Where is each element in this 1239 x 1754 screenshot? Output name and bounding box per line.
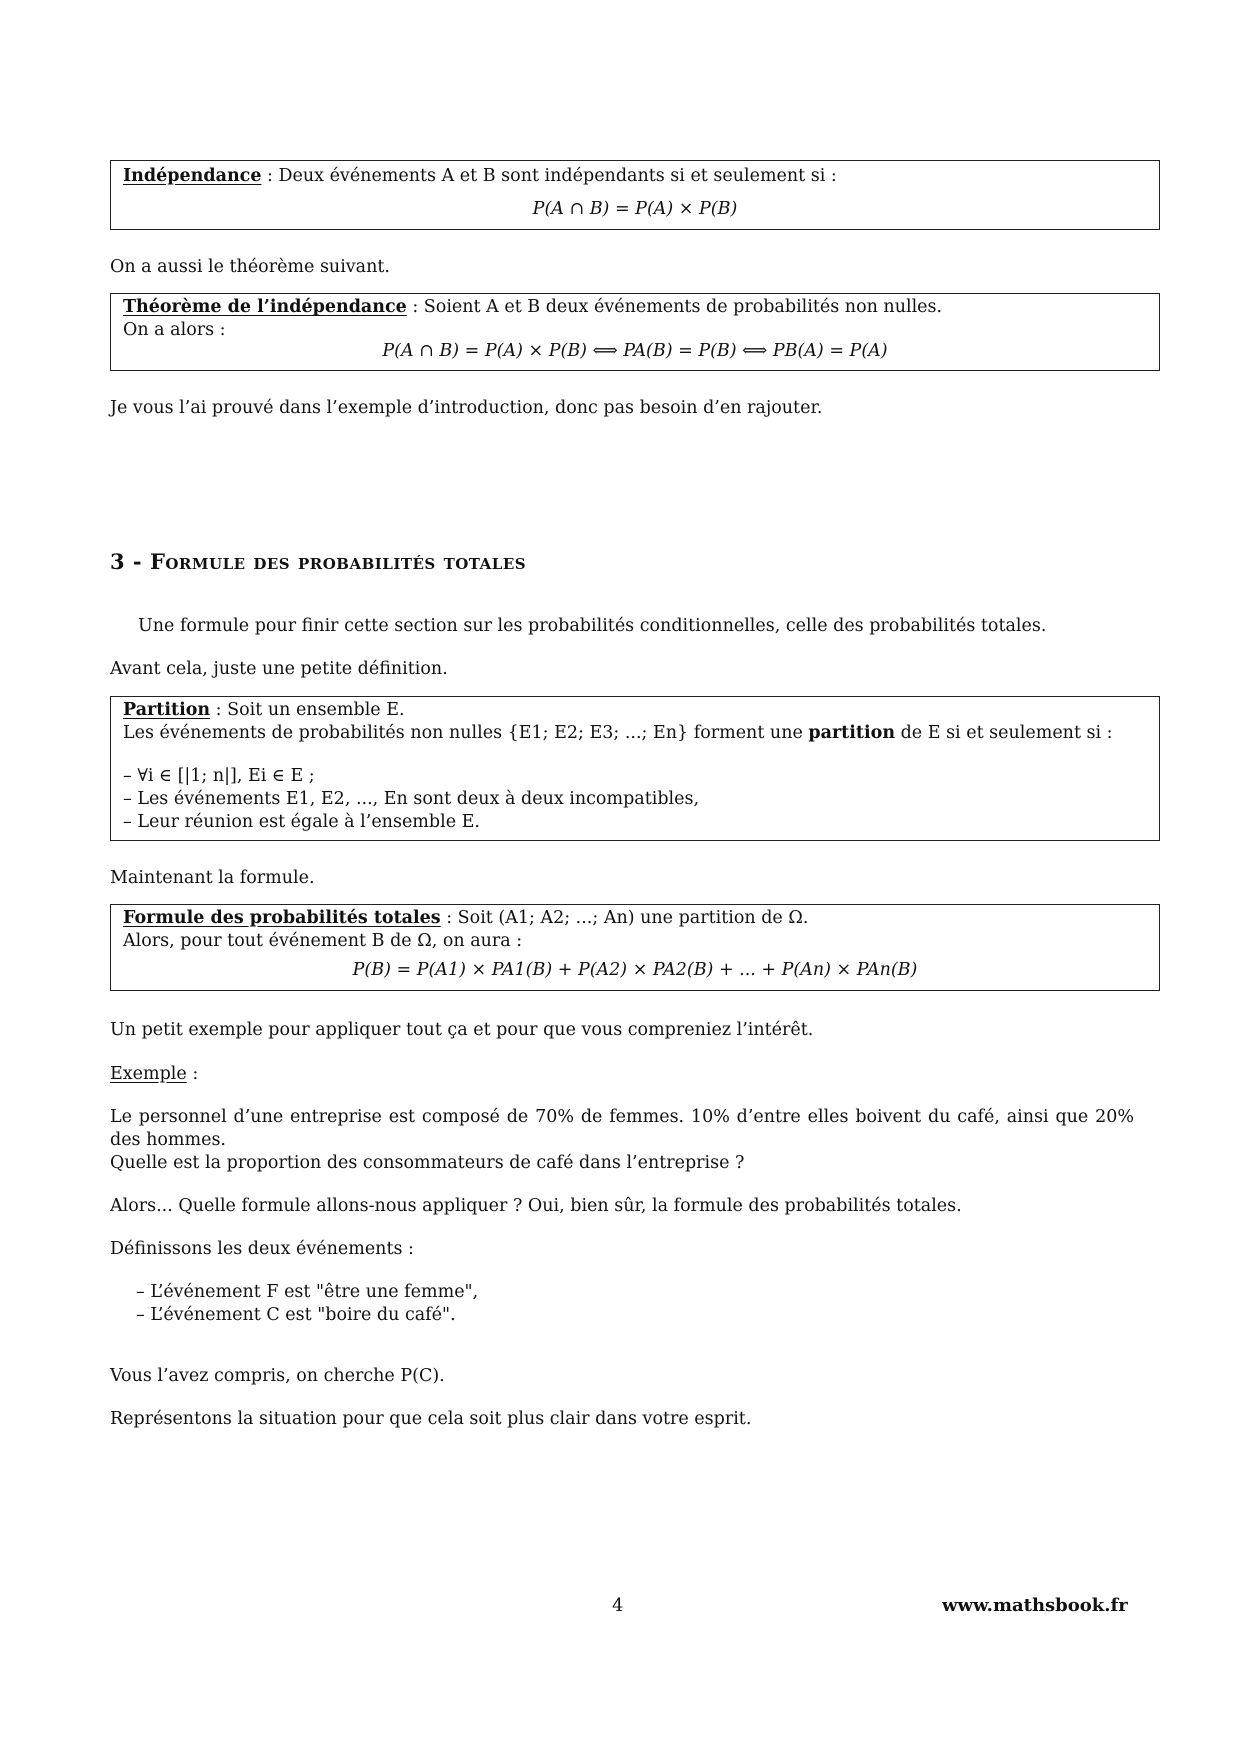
- personnel-text: Le personnel d’une entreprise est composé de 70% de femmes. 10% d’entre elles boivent du café, ainsi que 20% des hommes.: [110, 1106, 1134, 1150]
- independance-formula: P(A ∩ B) = P(A) × P(B): [532, 199, 738, 220]
- formule-formula: P(B) = P(A1) × PA1(B) + P(A2) × PA2(B) + ... + P(An) × PAn(B): [352, 960, 918, 981]
- exemple-label: Exemple: [110, 1063, 187, 1084]
- event-item: – L’événement C est "boire du café".: [136, 1304, 1160, 1327]
- site-url: www.mathsbook.fr: [942, 1595, 1128, 1616]
- theoreme-line2: On a alors :: [123, 320, 226, 341]
- prouve-text: Je vous l’ai prouvé dans l’exemple d’introduction, donc pas besoin d’en rajouter.: [110, 397, 823, 418]
- partition-line2-a: Les événements de probabilités non nulles {E1; E2; E3; ...; En} forment une: [123, 722, 809, 743]
- exemple-colon: :: [186, 1063, 199, 1084]
- theoreme-intro-text: On a aussi le théorème suivant.: [110, 257, 390, 278]
- document-page: [110, 160, 1160, 1431]
- exemple-heading: [110, 1063, 1160, 1086]
- formule-text: : Soit (A1; A2; ...; An) une partition de Ω.: [440, 908, 809, 929]
- theoreme-formula: P(A ∩ B) = P(A) × P(B) ⟺ PA(B) = P(B) ⟺ PB(A) = P(A): [382, 341, 888, 362]
- partition-definition-box: [110, 696, 1160, 841]
- page-number: 4: [612, 1595, 624, 1616]
- independance-definition-box: [110, 160, 1160, 230]
- intro-formule-text: Une formule pour finir cette section sur les probabilités conditionnelles, celle des probabilités totales.: [138, 616, 1047, 637]
- partition-conditions-list: [123, 765, 1147, 834]
- theoreme-box: [110, 293, 1160, 370]
- partition-condition-item: – ∀i ∈ [|1; n|], Ei ∈ E ;: [123, 765, 1147, 788]
- alors-text: Alors... Quelle formule allons-nous appliquer ? Oui, bien sûr, la formule des probabilités totales.: [110, 1195, 962, 1216]
- question-text: Quelle est la proportion des consommateurs de café dans l’entreprise ?: [110, 1152, 745, 1173]
- independance-text: : Deux événements A et B sont indépendants si et seulement si :: [261, 166, 837, 186]
- partition-term: Partition: [123, 699, 211, 720]
- theoreme-term: Théorème de l’indépendance: [123, 297, 407, 318]
- definissons-text: Définissons les deux événements :: [110, 1238, 414, 1259]
- events-list: [110, 1281, 1160, 1327]
- formule-line2: Alors, pour tout événement B de Ω, on aura :: [123, 931, 523, 952]
- partition-bold-word: partition: [808, 722, 896, 743]
- partition-line2-b: de E si et seulement si :: [895, 722, 1113, 743]
- section-title: 3 - Formule des probabilités totales: [110, 548, 527, 574]
- compris-text: Vous l’avez compris, on cherche P(C).: [110, 1366, 445, 1387]
- partition-condition-item: – Leur réunion est égale à l’ensemble E.: [123, 811, 1147, 834]
- theoreme-text: : Soient A et B deux événements de probabilités non nulles.: [406, 297, 943, 318]
- independance-term: Indépendance: [123, 166, 262, 186]
- avant-text: Avant cela, juste une petite définition.: [110, 659, 448, 680]
- event-item: – L’événement F est "être une femme",: [136, 1281, 1160, 1304]
- formule-box: [110, 904, 1160, 991]
- exemple-intro-text: Un petit exemple pour appliquer tout ça et pour que vous compreniez l’intérêt.: [110, 1020, 814, 1041]
- partition-text: : Soit un ensemble E.: [210, 699, 405, 720]
- maintenant-text: Maintenant la formule.: [110, 868, 315, 889]
- formule-term: Formule des probabilités totales: [123, 908, 441, 929]
- representons-text: Représentons la situation pour que cela soit plus clair dans votre esprit.: [110, 1409, 752, 1430]
- partition-condition-item: – Les événements E1, E2, ..., En sont deux à deux incompatibles,: [123, 788, 1147, 811]
